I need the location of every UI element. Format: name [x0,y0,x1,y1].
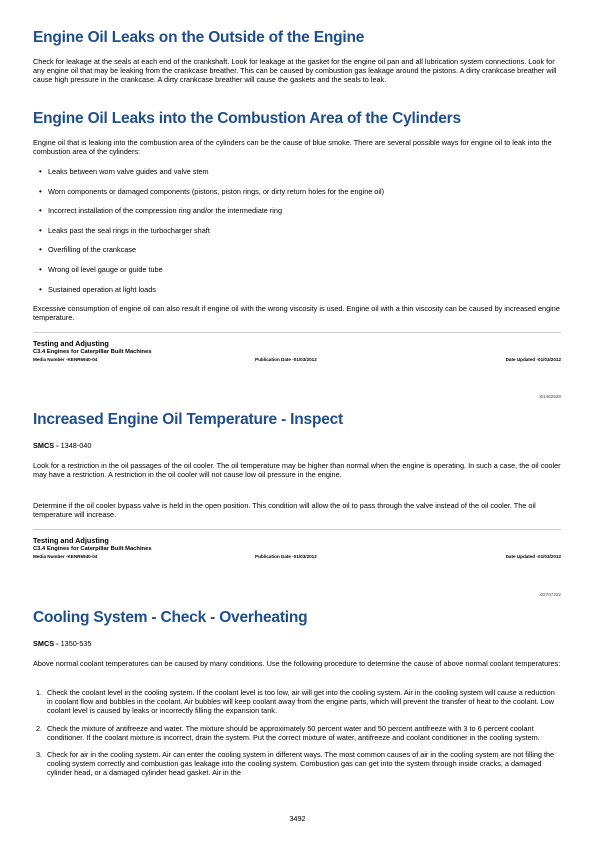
media-number: Media Number -KENR6940-04 [33,554,98,559]
smcs-value: 1348-040 [60,441,92,450]
section-title-oil-temperature: Increased Engine Oil Temperature - Inspect [33,411,344,428]
doc-footer-2 [33,529,561,560]
section2-intro: Engine oil that is leaking into the combustion area of the cylinders can be the cause of blue smoke. There are several possible ways for engine oil to leak into the combustion area of the cylinders: [33,138,552,157]
list-item: • Worn components or damaged components (pistons, piston rings, or dirty return holes for the engine oil) [33,187,561,207]
doc-id: i01462628 [539,394,561,399]
footer-meta [33,356,561,363]
list-item [33,750,561,778]
procedure-steps [33,688,561,786]
page-number: 3492 [289,814,306,823]
section4-intro: Above normal coolant temperatures can be caused by many conditions. Use the following procedure to determine the cause of above normal coolant temperatures: [33,659,561,668]
media-number: Media Number -KENR6940-04 [33,357,98,362]
section2-outro: Excessive consumption of engine oil can also result if engine oil with the wrong viscosity is used. Engine oil with a thin viscosity can be caused by increased engine temperature. [33,304,560,323]
list-item: • Sustained operation at light loads [33,285,561,305]
smcs-label: SMCS - [33,639,59,648]
list-item [33,724,561,742]
step-text: Check the mixture of antifreeze and water. The mixture should be approximately 50 percent water and 50 percent antifreeze with 3 to 6 percent coolant conditioner. If the coolant mixture is incorrect, drain the system. Put the correct mixture of water, antifreeze and coolant conditioner in the cooling system. [47,723,540,742]
section3-para2: Determine if the oil cooler bypass valve is held in the open position. This condition will allow the oil to pass through the valve instead of the oil cooler. The oil temperature will increase. [33,501,536,520]
section-title-cooling-overheating: Cooling System - Check - Overheating [33,609,308,626]
section-title-oil-leaks-outside: Engine Oil Leaks on the Outside of the Engine [33,29,365,46]
footer-title: Testing and Adjusting [33,339,109,348]
leak-causes-list [33,167,561,304]
doc-footer-1 [33,332,561,363]
list-item [33,688,561,716]
step-number: 3. [36,750,43,760]
publication-date: Publication Date -01/03/2012 [255,357,317,362]
list-item: • Leaks past the seal rings in the turbocharger shaft [33,226,561,246]
smcs-label: SMCS - [33,441,59,450]
section-title-oil-leaks-combustion: Engine Oil Leaks into the Combustion Area of the Cylinders [33,110,461,127]
step-text: Check for air in the cooling system. Air can enter the cooling system in different ways. The most common causes of air in the cooling system are not filling the cooling system correctly and combustion gas leakage into the cooling system. Combustion gas can get into the system through inside cracks, a damaged cylinder head, or a damaged cylinder head gasket. Air in the [47,750,555,778]
date-updated: Date Updated -01/03/2012 [505,357,561,362]
footer-subtitle: C3.4 Engines for Caterpillar Built Machines [33,349,152,355]
step-text: Check the coolant level in the cooling system. If the coolant level is too low, air will get into the cooling system. Air in the cooling system will cause a reduction in coolant flow and bubbles in the coolant. Air bubbles will keep coolant away from the engine parts, which will prevent the transfer of heat to the coolant. Low coolant level is caused by leaks or incorrectly filling the expansion tank. [47,688,555,716]
date-updated: Date Updated -01/03/2012 [505,554,561,559]
footer-title: Testing and Adjusting [33,536,109,545]
doc-id: i02707222 [539,592,561,597]
list-item: • Incorrect installation of the compression ring and/or the intermediate ring [33,206,561,226]
list-item: • Leaks between worn valve guides and valve stem [33,167,561,187]
section3-para1: Look for a restriction in the oil passages of the oil cooler. The oil temperature may be higher than normal when the engine is operating. In such a case, the oil cooler may have a restriction. A restriction in the oil cooler will not cause low oil pressure in the engine. [33,461,561,480]
section1-body: Check for leakage at the seals at each end of the crankshaft. Look for leakage at the gasket for the engine oil pan and all lubrication system connections. Look for any engine oil that may be leaking from the crankcase breather. This can be caused by combustion gas leakage around the pistons. A dirty crankcase breather will cause high pressure in the crankcase. A dirty crankcase breather will cause the gaskets and the seals to leak. [33,57,557,85]
smcs-value: 1350-535 [60,639,92,648]
footer-meta [33,553,561,560]
step-number: 1. [36,688,43,697]
footer-subtitle: C3.4 Engines for Caterpillar Built Machines [33,546,152,552]
smcs-code [33,639,561,648]
smcs-code [33,441,561,450]
step-number: 2. [36,723,43,733]
list-item: • Wrong oil level gauge or guide tube [33,265,561,285]
list-item: • Overfilling of the crankcase [33,245,561,265]
publication-date: Publication Date -01/03/2012 [255,554,317,559]
